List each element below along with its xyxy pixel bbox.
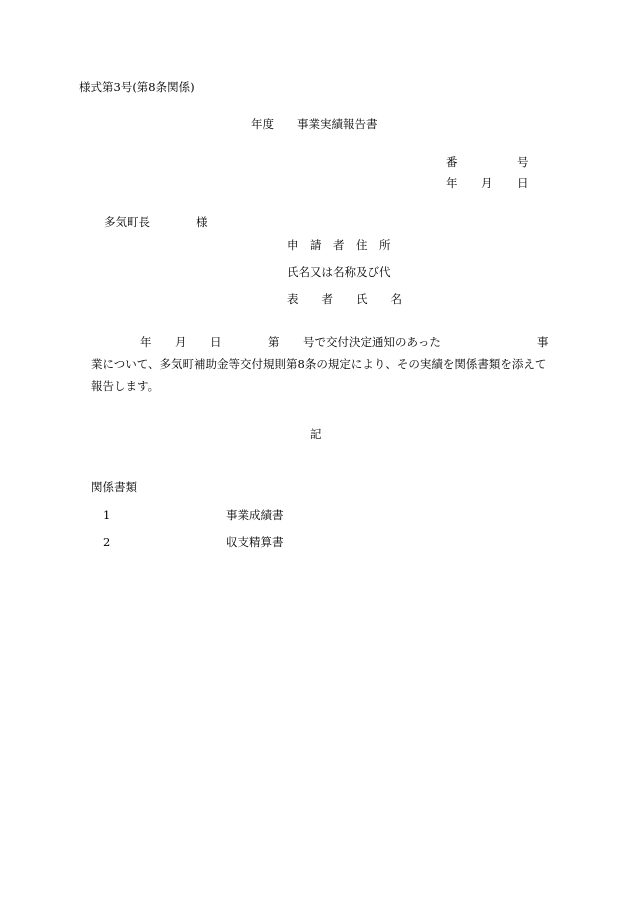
body-line3: 報告します。 bbox=[91, 379, 160, 393]
addressee: 多気町長 bbox=[104, 215, 150, 229]
related-docs-heading: 関係書類 bbox=[91, 480, 137, 494]
related-doc-number: 1 bbox=[103, 508, 111, 522]
body-day: 日 bbox=[210, 335, 222, 349]
body-year: 年 bbox=[140, 335, 152, 349]
page-title: 事業実績報告書 bbox=[297, 117, 378, 131]
date-day: 日 bbox=[517, 176, 529, 190]
applicant-address-label: 申 請 者 住 所 bbox=[287, 238, 391, 252]
ki-heading: 記 bbox=[310, 427, 322, 441]
addressee-honorific: 様 bbox=[196, 215, 208, 229]
body-month: 月 bbox=[175, 335, 187, 349]
related-doc-name: 事業成績書 bbox=[226, 508, 284, 522]
body-dai: 第 bbox=[268, 335, 280, 349]
applicant-name-label: 氏名又は名称及び代 bbox=[287, 265, 391, 279]
title-year: 年度 bbox=[251, 117, 274, 131]
date-month: 月 bbox=[481, 176, 493, 190]
form-label: 様式第3号(第8条関係) bbox=[79, 80, 195, 94]
date-year: 年 bbox=[446, 176, 458, 190]
body-line1-text: 号で交付決定通知のあった bbox=[303, 335, 441, 349]
body-line2: 業について、多気町補助金等交付規則第8条の規定により、その実績を関係書類を添えて bbox=[91, 357, 547, 371]
number-label: 番 bbox=[446, 155, 458, 169]
body-line1-tail: 事 bbox=[537, 335, 549, 349]
related-doc-number: 2 bbox=[103, 535, 111, 549]
number-suffix: 号 bbox=[517, 155, 529, 169]
related-doc-name: 収支精算書 bbox=[226, 535, 284, 549]
applicant-rep-label: 表 者 氏 名 bbox=[287, 292, 402, 306]
